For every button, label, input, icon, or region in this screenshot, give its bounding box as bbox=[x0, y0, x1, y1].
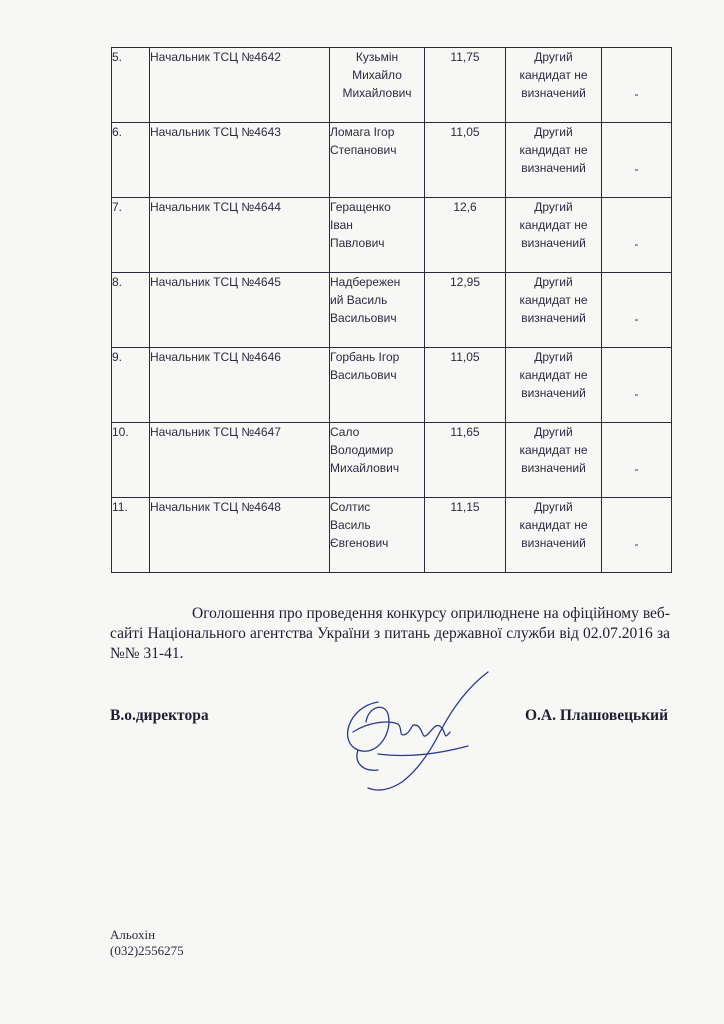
row-candidate-name bbox=[330, 48, 425, 123]
signatory-name: О.А. Плашовецький bbox=[525, 707, 668, 724]
row-candidate-name bbox=[330, 498, 425, 573]
second-candidate-line: кандидат не bbox=[519, 143, 588, 157]
candidate-name-line: Василь bbox=[330, 518, 371, 532]
candidate-name-line: Михайло bbox=[352, 68, 402, 82]
row-position: Начальник ТСЦ №4643 bbox=[150, 123, 330, 198]
table-row bbox=[112, 123, 672, 198]
row-dash: - bbox=[602, 198, 672, 273]
candidate-name-line: Геращенко bbox=[330, 200, 391, 214]
candidate-name-line: Надбережен bbox=[330, 275, 401, 289]
row-second-candidate bbox=[506, 423, 602, 498]
row-candidate-name bbox=[330, 198, 425, 273]
executor-block bbox=[110, 927, 184, 959]
row-number: 7. bbox=[112, 198, 150, 273]
row-number: 10. bbox=[112, 423, 150, 498]
table-row bbox=[112, 48, 672, 123]
candidate-name-line: Володимир bbox=[330, 443, 394, 457]
row-number: 5. bbox=[112, 48, 150, 123]
second-candidate-line: кандидат не bbox=[519, 218, 588, 232]
second-candidate-line: кандидат не bbox=[519, 518, 588, 532]
notice-text: Оголошення про проведення конкурсу оприлюднене на офіційному веб-сайті Національного агентства України з питань державної служби від 02.07.2016 за №№ 31-41. bbox=[110, 605, 670, 662]
second-candidate-line: Другий bbox=[534, 50, 573, 64]
candidate-name-line: Солтис bbox=[330, 500, 371, 514]
row-number: 11. bbox=[112, 498, 150, 573]
candidate-name-line: Степанович bbox=[330, 143, 397, 157]
second-candidate-line: визначений bbox=[521, 161, 586, 175]
second-candidate-line: Другий bbox=[534, 425, 573, 439]
candidate-name-line: Горбань Ігор bbox=[330, 350, 400, 364]
candidate-name-line: Ломага Ігор bbox=[330, 125, 395, 139]
table-row bbox=[112, 273, 672, 348]
candidate-name-line: Кузьмін bbox=[355, 50, 399, 64]
second-candidate-line: кандидат не bbox=[519, 368, 588, 382]
row-candidate-name bbox=[330, 273, 425, 348]
row-candidate-name bbox=[330, 423, 425, 498]
table-row bbox=[112, 348, 672, 423]
row-second-candidate bbox=[506, 198, 602, 273]
second-candidate-line: визначений bbox=[521, 311, 586, 325]
row-second-candidate bbox=[506, 123, 602, 198]
table-row bbox=[112, 423, 672, 498]
second-candidate-line: Другий bbox=[534, 125, 573, 139]
second-candidate-line: визначений bbox=[521, 536, 586, 550]
row-score: 11,15 bbox=[425, 498, 506, 573]
candidate-name-line: ий Василь bbox=[330, 293, 388, 307]
candidate-name-line: Михайлович bbox=[330, 461, 400, 475]
candidate-name-line: Іван bbox=[330, 218, 353, 232]
second-candidate-line: визначений bbox=[521, 461, 586, 475]
second-candidate-line: кандидат не bbox=[519, 293, 588, 307]
row-position: Начальник ТСЦ №4642 bbox=[150, 48, 330, 123]
row-position: Начальник ТСЦ №4646 bbox=[150, 348, 330, 423]
signatory-role: В.о.директора bbox=[110, 707, 209, 724]
row-candidate-name bbox=[330, 123, 425, 198]
row-dash: - bbox=[602, 423, 672, 498]
row-position: Начальник ТСЦ №4644 bbox=[150, 198, 330, 273]
second-candidate-line: визначений bbox=[521, 236, 586, 250]
handwritten-signature bbox=[318, 662, 498, 802]
second-candidate-line: Другий bbox=[534, 200, 573, 214]
row-second-candidate bbox=[506, 348, 602, 423]
row-dash: - bbox=[602, 48, 672, 123]
table-row bbox=[112, 498, 672, 573]
row-dash: - bbox=[602, 348, 672, 423]
row-dash: - bbox=[602, 498, 672, 573]
candidate-name-line: Павлович bbox=[330, 236, 385, 250]
results-table bbox=[111, 47, 672, 573]
candidate-name-line: Михайлович bbox=[342, 86, 412, 100]
second-candidate-line: Другий bbox=[534, 500, 573, 514]
table-row bbox=[112, 198, 672, 273]
second-candidate-line: визначений bbox=[521, 86, 586, 100]
executor-name: Альохін bbox=[110, 927, 156, 942]
notice-paragraph bbox=[110, 604, 670, 664]
row-position: Начальник ТСЦ №4647 bbox=[150, 423, 330, 498]
second-candidate-line: Другий bbox=[534, 350, 573, 364]
row-score: 12,6 bbox=[425, 198, 506, 273]
row-dash: - bbox=[602, 123, 672, 198]
row-number: 6. bbox=[112, 123, 150, 198]
second-candidate-line: кандидат не bbox=[519, 443, 588, 457]
row-score: 11,05 bbox=[425, 123, 506, 198]
row-second-candidate bbox=[506, 48, 602, 123]
row-number: 8. bbox=[112, 273, 150, 348]
row-second-candidate bbox=[506, 273, 602, 348]
row-number: 9. bbox=[112, 348, 150, 423]
results-table-body bbox=[112, 48, 672, 573]
candidate-name-line: Васильович bbox=[330, 311, 397, 325]
row-candidate-name bbox=[330, 348, 425, 423]
candidate-name-line: Євгенович bbox=[330, 536, 389, 550]
row-score: 11,65 bbox=[425, 423, 506, 498]
candidate-name-line: Сало bbox=[330, 425, 360, 439]
candidate-name-line: Васильович bbox=[330, 368, 397, 382]
row-score: 12,95 bbox=[425, 273, 506, 348]
row-dash: - bbox=[602, 273, 672, 348]
row-second-candidate bbox=[506, 498, 602, 573]
second-candidate-line: визначений bbox=[521, 386, 586, 400]
row-score: 11,05 bbox=[425, 348, 506, 423]
executor-phone: (032)2556275 bbox=[110, 943, 184, 958]
row-position: Начальник ТСЦ №4645 bbox=[150, 273, 330, 348]
second-candidate-line: Другий bbox=[534, 275, 573, 289]
row-position: Начальник ТСЦ №4648 bbox=[150, 498, 330, 573]
second-candidate-line: кандидат не bbox=[519, 68, 588, 82]
row-score: 11,75 bbox=[425, 48, 506, 123]
